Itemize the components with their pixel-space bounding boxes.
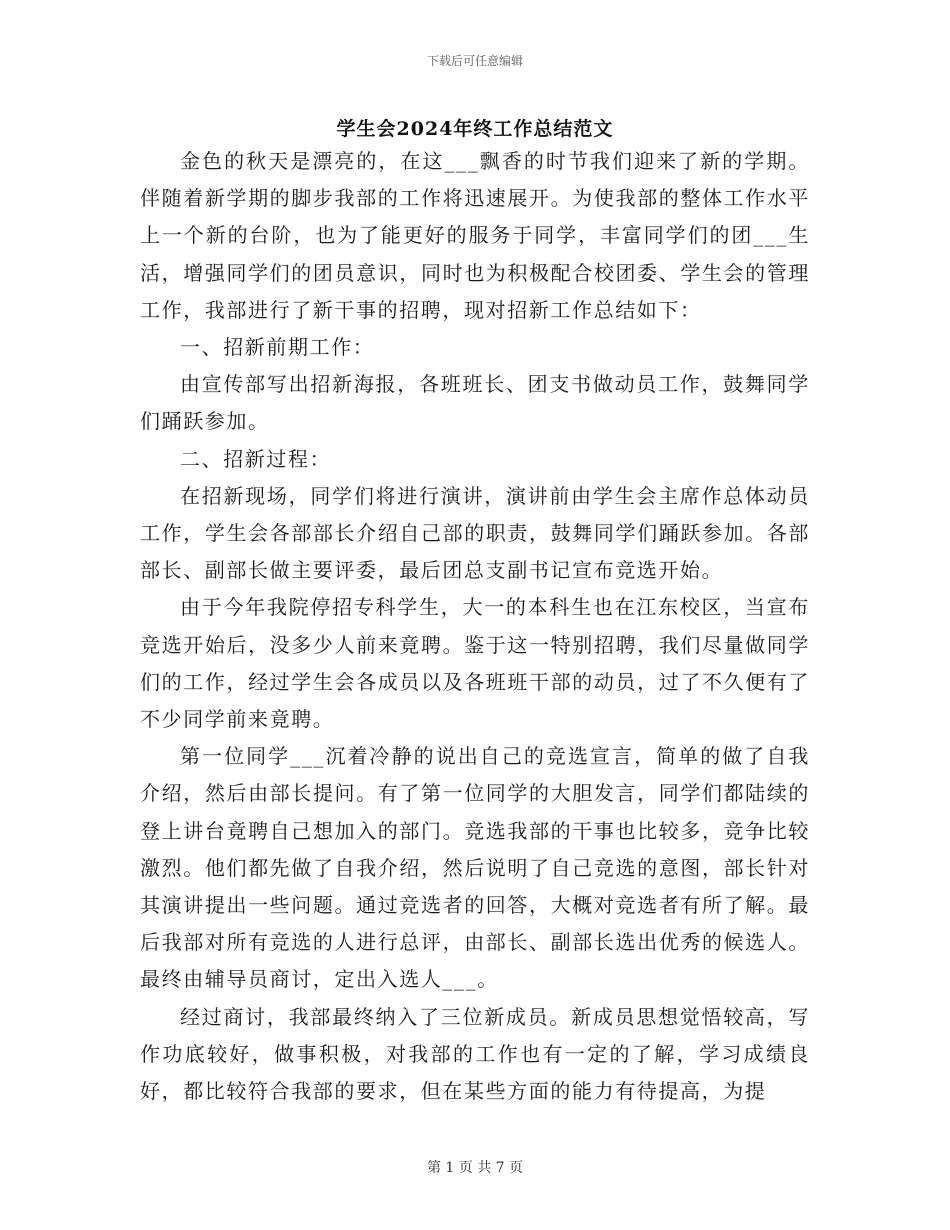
- document-title: 学生会2024年终工作总结范文: [336, 118, 614, 140]
- paragraph: 经过商讨，我部最终纳入了三位新成员。新成员思想觉悟较高，写作功底较好，做事积极，对我部的工作也有一定的了解，学习成绩良好，都比较符合我部的要求，但在某些方面的能力有待提高，为提: [140, 1004, 810, 1104]
- download-note: 下载后可任意编辑: [426, 54, 523, 68]
- paragraph: 由宣传部写出招新海报，各班班长、团支书做动员工作，鼓舞同学们踊跃参加。: [140, 372, 810, 434]
- section-heading: 一、招新前期工作：: [180, 335, 375, 360]
- paragraph: 第一位同学___沉着冷静的说出自己的竞选宣言，简单的做了自我介绍，然后由部长提问。有了第一位同学的大胆发言，同学们都陆续的登上讲台竟聘自己想加入的部门。竞选我部的干事也比较多，竞争比较激烈。他们都先做了自我介绍，然后说明了自己竞选的意图，部长针对其演讲提出一些问题。通过竞选者的回答，大概对竞选者有所了解。最后我部对所有竞选的人进行总评，由部长、副部长选出优秀的候选人。最终由辅导员商讨，定出入选人___。: [140, 744, 810, 992]
- paragraph: 在招新现场，同学们将进行演讲，演讲前由学生会主席作总体动员工作，学生会各部部长介绍自己部的职责，鼓舞同学们踊跃参加。各部部长、副部长做主要评委，最后团总支副书记宣布竞选开始。: [140, 483, 810, 583]
- paragraph: 由于今年我院停招专科学生，大一的本科生也在江东校区，当宣布竞选开始后，没多少人前来竟聘。鉴于这一特别招聘，我们尽量做同学们的工作，经过学生会各成员以及各班班干部的动员，过了不久便有了不少同学前来竟聘。: [140, 595, 810, 732]
- page-number: 第 1 页 共 7 页: [426, 1160, 524, 1176]
- document-body: [140, 143, 810, 1110]
- paragraph: 金色的秋天是漂亮的，在这___飘香的时节我们迎来了新的学期。伴随着新学期的脚步我部的工作将迅速展开。为使我部的整体工作水平上一个新的台阶，也为了能更好的服务于同学，丰富同学们的团___生活，增强同学们的团员意识，同时也为积极配合校团委、学生会的管理工作，我部进行了新干事的招聘，现对招新工作总结如下：: [140, 149, 810, 322]
- section-heading: 二、招新过程：: [180, 446, 332, 471]
